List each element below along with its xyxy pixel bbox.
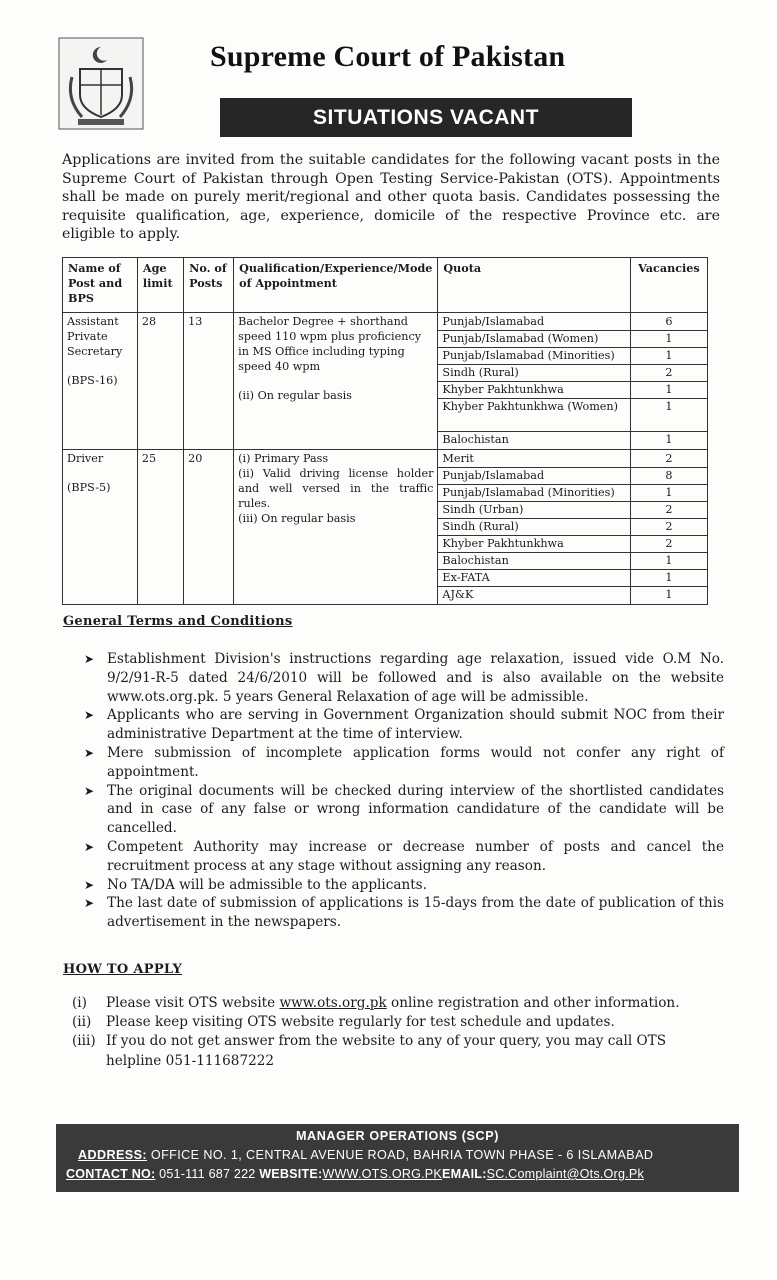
quota-item: Sindh (Urban) [438, 502, 629, 519]
quota-item: Ex-FATA [438, 570, 629, 587]
quota-item: Punjab/Islamabad [438, 314, 629, 331]
apply-text: Please keep visiting OTS website regularly for test schedule and updates. [106, 1014, 615, 1031]
list-item [72, 1032, 724, 1070]
quota-item: Balochistan [442, 433, 509, 446]
apply-text: Please visit OTS website [106, 995, 280, 1011]
qualification-cell [234, 313, 438, 450]
emblem-logo [58, 37, 144, 130]
term-text: No TA/DA will be admissible to the applicants. [107, 876, 427, 893]
age-cell: 25 [137, 450, 183, 605]
quota-item: Sindh (Rural) [438, 519, 629, 536]
post-name: Assistant Private Secretary [67, 315, 123, 358]
vacancy-count: 1 [631, 570, 707, 587]
page-title: Supreme Court of Pakistan [210, 40, 566, 73]
quota-item: AJ&K [442, 588, 474, 601]
posts-cell: 20 [184, 450, 234, 605]
list-item [84, 782, 724, 838]
table-row [63, 313, 708, 450]
vacancies-cell [630, 450, 707, 605]
qualification-cell [234, 450, 438, 605]
qualification-line: (ii) Valid driving license holder and well versed in the traffic rules. [238, 467, 434, 510]
term-text: Establishment Division's instructions regarding age relaxation, issued vide O.M No. 9/2/91-R-5 dated 24/6/2010 will be followed and is also available on the website www.ots.org.pk. 5 years General Relaxation of age will be admissible. [107, 651, 724, 705]
posts-cell: 13 [184, 313, 234, 450]
vacancy-count: 1 [631, 399, 707, 432]
quota-item: Punjab/Islamabad (Minorities) [438, 348, 629, 365]
quota-item: Balochistan [438, 553, 629, 570]
list-item [84, 706, 724, 744]
footer-contact [56, 1165, 739, 1184]
ots-website-link[interactable]: www.ots.org.pk [279, 995, 387, 1011]
vacancy-count: 1 [631, 348, 707, 365]
contact-value: 051-111 687 222 [159, 1167, 256, 1181]
quota-item: Merit [438, 451, 629, 468]
header-name: Name of Post and BPS [63, 258, 138, 313]
qualification-line: (i) Primary Pass [238, 452, 329, 465]
footer-email-link[interactable]: SC.Complaint@Ots.Org.Pk [486, 1167, 644, 1181]
vacancy-count: 1 [665, 588, 673, 601]
quota-item: Sindh (Rural) [438, 365, 629, 382]
arrow-bullet-icon: ➤ [84, 896, 95, 911]
header-posts: No. of Posts [184, 258, 234, 313]
quota-cell [438, 313, 630, 450]
list-item [84, 876, 724, 895]
arrow-bullet-icon: ➤ [84, 783, 95, 798]
header-quota: Quota [438, 258, 630, 313]
terms-list [84, 650, 724, 932]
arrow-bullet-icon: ➤ [84, 652, 95, 666]
qualification-line: Bachelor Degree + shorthand speed 110 wpm plus proficiency in MS Office including typing speed 40 wpm [238, 315, 422, 373]
quota-item: Punjab/Islamabad (Women) [438, 331, 629, 348]
vacancy-table [62, 257, 708, 605]
arrow-bullet-icon: ➤ [84, 877, 95, 892]
header-age: Age limit [137, 258, 183, 313]
terms-heading: General Terms and Conditions [63, 614, 293, 629]
qualification-line: (iii) On regular basis [238, 512, 356, 525]
list-item [84, 650, 724, 706]
header-vacancies: Vacancies [630, 258, 707, 313]
post-name: Driver [67, 452, 104, 465]
footer-website-link[interactable]: WWW.OTS.ORG.PK [322, 1167, 443, 1181]
term-text: The last date of submission of applications is 15-days from the date of publication of this advertisement in the newspapers. [107, 895, 724, 931]
vacancy-count: 1 [631, 553, 707, 570]
footer-title: MANAGER OPERATIONS (SCP) [295, 1129, 500, 1143]
arrow-bullet-icon: ➤ [84, 839, 95, 854]
term-text: Competent Authority may increase or decrease number of posts and cancel the recruitment process at any stage without assigning any reason. [107, 838, 724, 874]
vacancy-count: 1 [631, 382, 707, 399]
term-text: Applicants who are serving in Government Organization should submit NOC from their administrative Department at the time of interview. [107, 707, 724, 743]
contact-footer [56, 1124, 739, 1192]
situations-vacant-banner: SITUATIONS VACANT [220, 98, 632, 137]
item-number: (i) [72, 995, 87, 1011]
quota-item: Khyber Pakhtunkhwa [438, 536, 629, 553]
vacancy-count: 1 [665, 433, 673, 446]
how-to-apply-heading: HOW TO APPLY [63, 962, 183, 977]
list-item [72, 1013, 724, 1032]
quota-item: Khyber Pakhtunkhwa (Women) [438, 399, 629, 432]
how-to-apply-list [72, 994, 724, 1071]
vacancies-cell [630, 313, 707, 450]
vacancy-count: 2 [631, 502, 707, 519]
list-item [84, 894, 724, 932]
post-name-cell [63, 450, 138, 605]
vacancy-count: 6 [631, 314, 707, 331]
qualification-line: (ii) On regular basis [238, 389, 352, 402]
table-row [63, 450, 708, 605]
apply-text: online registration and other information. [386, 995, 680, 1011]
vacancy-count: 1 [631, 331, 707, 348]
vacancy-count: 1 [631, 485, 707, 502]
vacancy-count: 2 [631, 536, 707, 553]
website-label: WEBSITE: [259, 1167, 323, 1181]
vacancy-count: 2 [631, 519, 707, 536]
post-bps: (BPS-16) [67, 374, 118, 387]
address-label: ADDRESS: [78, 1148, 147, 1162]
vacancy-count: 2 [631, 451, 707, 468]
arrow-bullet-icon: ➤ [84, 745, 95, 760]
quota-item: Khyber Pakhtunkhwa [438, 382, 629, 399]
table-header-row [63, 258, 708, 313]
item-number: (iii) [72, 1033, 96, 1050]
address-value: OFFICE NO. 1, CENTRAL AVENUE ROAD, BAHRIA TOWN PHASE - 6 ISLAMABAD [150, 1148, 654, 1162]
post-name-cell [63, 313, 138, 450]
quota-item: Punjab/Islamabad [438, 468, 629, 485]
arrow-bullet-icon: ➤ [84, 708, 95, 723]
list-item [84, 838, 724, 876]
list-item [84, 744, 724, 782]
apply-text: If you do not get answer from the website to any of your query, you may call OTS helpline 051-111687222 [106, 1033, 667, 1069]
list-item [72, 994, 724, 1013]
quota-cell [438, 450, 630, 605]
vacancy-count: 2 [631, 365, 707, 382]
item-number: (ii) [72, 1014, 92, 1031]
contact-label: CONTACT NO: [66, 1167, 156, 1181]
post-bps: (BPS-5) [67, 481, 111, 494]
email-label: EMAIL: [442, 1167, 487, 1181]
term-text: The original documents will be checked during interview of the shortlisted candidates and in case of any false or wrong information candidature of the candidate will be cancelled. [107, 782, 724, 837]
term-text: Mere submission of incomplete application forms would not confer any right of appointment. [107, 744, 724, 780]
header-qualification: Qualification/Experience/Mode of Appointment [234, 258, 438, 313]
age-cell: 28 [137, 313, 183, 450]
quota-item: Punjab/Islamabad (Minorities) [438, 485, 629, 502]
footer-address [56, 1146, 739, 1165]
vacancy-count: 8 [631, 468, 707, 485]
intro-paragraph: Applications are invited from the suitable candidates for the following vacant posts in the Supreme Court of Pakistan through Open Testing Service-Pakistan (OTS). Appointments shall be made on purely merit/regional and other quota basis. Candidates possessing the requisite qualification, age, experience, domicile of the respective Province etc. are eligible to apply. [62, 152, 720, 242]
